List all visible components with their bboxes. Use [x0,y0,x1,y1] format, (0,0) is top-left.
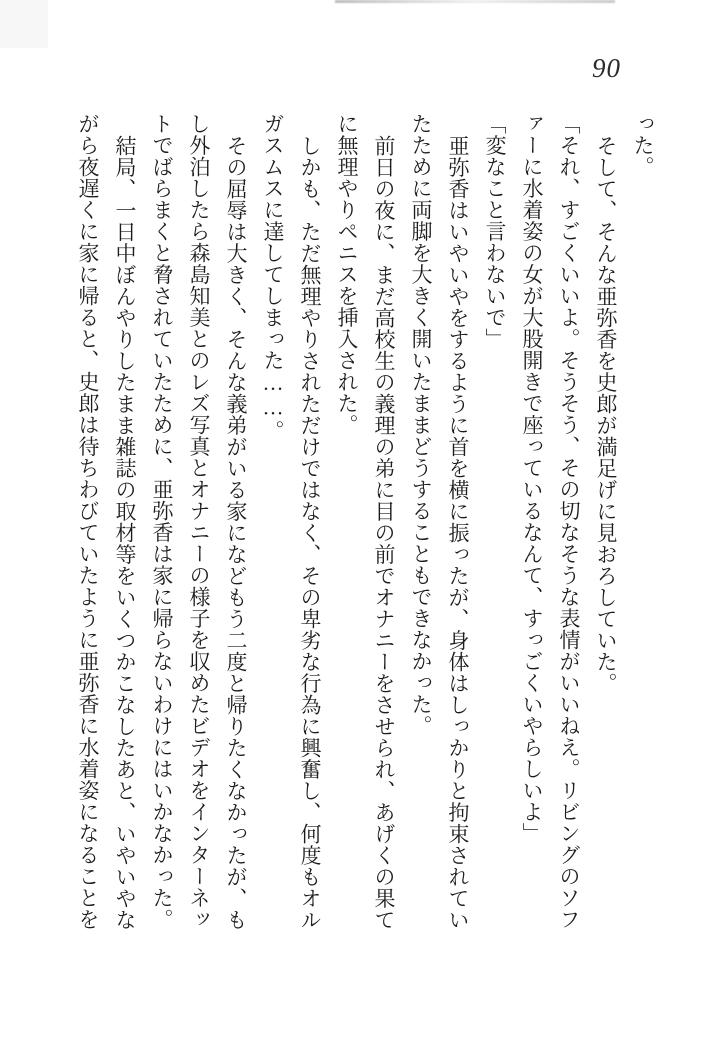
scan-artifact-top-edge [335,0,615,3]
text-line: がら夜遅くに家に帰ると、史郎は待ちわびていたように亜弥香に水着姿になることを [76,113,100,930]
text-line: に無理やりペニスを挿入された。 [335,113,359,436]
text-line: し外泊したら森島知美とのレズ写真とオナニーの様子を収めたビデオをインターネッ [187,113,211,930]
text-line: しかも、ただ無理やりされただけではなく、その卑劣な行為に興奮し、何度もオル [298,134,322,930]
text-line: たために両脚を大きく開いたままどうすることもできなかった。 [409,113,433,737]
text-line: その屈辱は大きく、そんな義弟がいる家になどもう二度と帰りたくなかったが、も [224,134,248,930]
text-line: そして、そんな亜弥香を史郎が満足げに見おろしていた。 [594,134,618,694]
text-line: った。 [631,113,655,178]
text-line: 結局、一日中ぼんやりしたまま雑誌の取材等をいくつかこなしたあと、いやいやな [113,134,137,930]
text-line: 「変なこと言わないで」 [483,113,507,350]
text-line: ガスムスに達してしまった……。 [261,113,285,442]
text-block [69,113,661,930]
text-line: 前日の夜に、まだ高校生の義理の弟に目の前でオナニーをさせられ、あげくの果て [372,134,396,930]
text-line: ァーに水着姿の女が大股開きで座っているなんて、すっごくいやらしいよ」 [520,113,544,844]
text-line: 亜弥香はいやいやをするように首を横に振ったが、身体はしっかりと拘束されてい [446,134,470,930]
text-line: 「それ、すごくいいよ。そうそう、その切なそうな表情がいいねえ。リビングのソフ [557,113,581,930]
text-line: トでばらまくと脅されていたために、亜弥香は家に帰らないわけにはいかなかった。 [150,113,174,930]
page-number: 90 [592,53,621,83]
scan-artifact-corner [0,0,48,48]
